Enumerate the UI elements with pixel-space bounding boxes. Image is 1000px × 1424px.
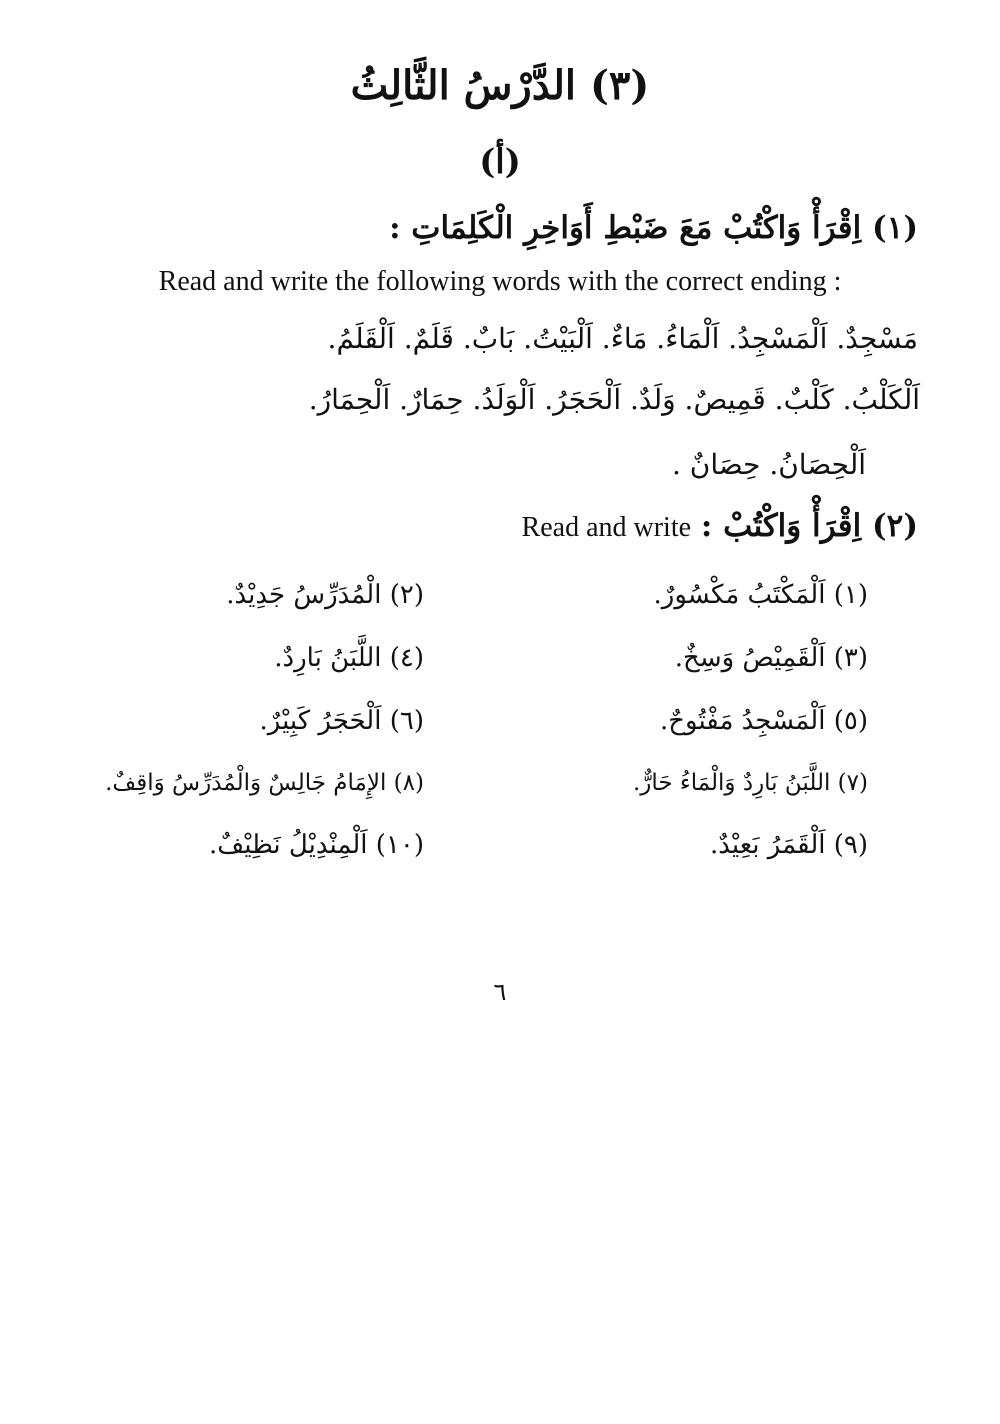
- sentence-item: (١٠) اَلْمِنْدِيْلُ نَظِيْفٌ.: [209, 830, 424, 860]
- word-list-line: اَلْكَلْبُ. كَلْبٌ. قَمِيصٌ. وَلَدٌ. اَلْحَجَرُ. اَلْوَلَدُ. حِمَارٌ. اَلْحِمَارُ.: [308, 383, 920, 416]
- sentence-item: (٦) اَلْحَجَرُ كَبِيْرٌ.: [259, 706, 424, 736]
- exercise-1-english-instruction: Read and write the following words with the correct ending :: [158, 266, 842, 297]
- word-list-line: مَسْجِدٌ. اَلْمَسْجِدُ. اَلْمَاءُ. مَاءٌ. اَلْبَيْتُ. بَابٌ. قَلَمٌ. اَلْقَلَمُ.: [327, 322, 918, 355]
- exercise-2-heading-english: Read and write: [521, 512, 692, 543]
- word-list-line: اَلْحِصَانُ. حِصَانٌ .: [671, 448, 866, 481]
- sentence-item: (٥) اَلْمَسْجِدُ مَفْتُوحٌ.: [659, 706, 868, 736]
- exercise-2-heading-arabic: (٢) اِقْرَأْ وَاكْتُبْ :: [700, 508, 918, 544]
- exercise-1-heading: (١) اِقْرَأْ وَاكْتُبْ مَعَ ضَبْطِ أَوَاخِرِ الْكَلِمَاتِ :: [389, 210, 918, 246]
- sentence-item: (٢) الْمُدَرِّسُ جَدِيْدٌ.: [226, 580, 424, 610]
- page-number: ٦: [493, 978, 507, 1006]
- sentence-item: (٤) اللَّبَنُ بَارِدٌ.: [274, 643, 424, 673]
- sentence-item: (١) اَلْمَكْتَبُ مَكْسُورٌ.: [653, 580, 868, 610]
- lesson-title: (٣) الدَّرْسُ الثَّالِثُ: [350, 62, 650, 109]
- sentence-item: (٩) اَلْقَمَرُ بَعِيْدٌ.: [709, 830, 868, 860]
- sentence-item: (٧) اللَّبَنُ بَارِدٌ وَالْمَاءُ حَارٌّ.: [632, 770, 868, 796]
- section-label: (أ): [479, 142, 521, 182]
- exercise-2-heading: [522, 508, 918, 544]
- sentence-item: (٣) اَلْقَمِيْصُ وَسِخٌ.: [674, 643, 868, 673]
- sentence-item: (٨) الإِمَامُ جَالِسٌ وَالْمُدَرِّسُ وَاقِفٌ.: [105, 770, 424, 796]
